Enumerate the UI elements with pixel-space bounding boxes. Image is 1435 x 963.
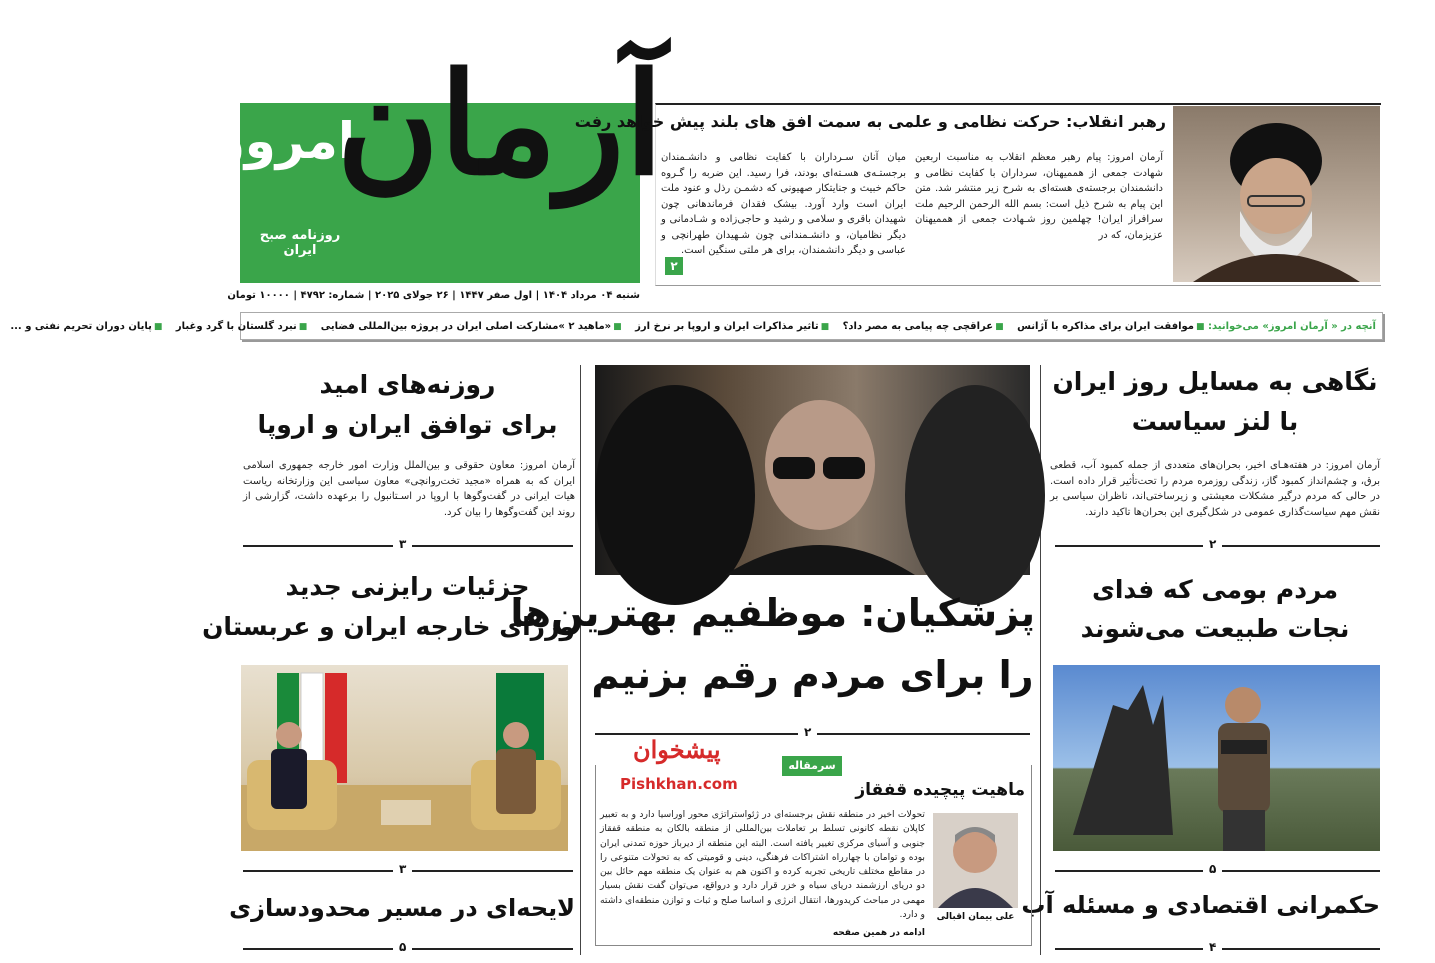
right-story3-page: ۴ (1203, 940, 1222, 954)
left-story3-page: ۵ (393, 940, 412, 954)
right-story1-body: آرمان امروز: در هفته‌هـای اخیر، بحران‌های متعددی از جمله کمبود آب، قطعی برق، و چشم‌انداز کمبود گاز، زندگی روزمره مردم را تحت‌تأثیر قرار داده است. در حالی که مردم درگیر مشکلات معیشتی و زیرساختی‌اند، ناظران سیاسی بر نقش مهم سیاست‌گذاری عمومی در شکل‌گیری این بحران‌ها تاکید دارند. (1050, 460, 1380, 518)
editorial-body: تحولات اخیر در منطقه نقش برجسته‌ای در ژئواستراتژی محور اوراسیا دارد و به تعبیر کاپلان نقطه کانونی تسلط بر تعاملات بین‌المللی از منطقه بالکان به منطقه قفقاز جنوبی و آسیای مرکزی تغییر یافته است. البته این منطقه از دیرباز حوزه تمدنی ایران بوده و توامان با چهارراه اشتراکات فرهنگی، دینی و قومیتی که به تحولات متنوعی را در مقاطع مختلف تاریخی تجربه کرده و اکنون هم به عنوان یک منطقه مهم حائل بین دو دریای ارزشمند دریای سیاه و خزر قرار دارد و درواقع، می‌توان گفت نقش بسیار مهمی در مباحث کریدورها، انتقال انرژی و اساسا صلح و ثبات و توازن منطقه‌ای داشته و دارد. (600, 809, 925, 920)
masthead-subtitle: امروز (215, 112, 355, 170)
bonfire-person-icon (1053, 665, 1380, 851)
right-story1-page: ۲ (1203, 537, 1222, 551)
left-story2-photo (241, 665, 568, 851)
president-portrait-icon (595, 365, 1030, 575)
left-story3-headline: لایحه‌ای در مسیر محدودسازی (229, 894, 575, 922)
right-story3-headline: حکمرانی اقتصادی و مسئله آب (1021, 891, 1380, 919)
top-story-col-right: آرمان امروز: پیام رهبر معظم انقلاب به مناسبت اربعین شهادت جمعی از هممیهنان، سرداران با کفایت نظامی و دانشمندان برجسته‌ی هسته‌ای به شرح زیر منتشر شد. متن این پیام به شرح ذیل است: بسم الله الرحمن الرحیم ملت سرافراز ایران! چهلمین روز شـهادت جمعی از هممیهنان عزیزمان، که در (915, 152, 1163, 241)
left-story2-headline-line2: وزرای خارجه ایران و عربستان (202, 612, 575, 641)
author-name: علی بیمان اقبالی (936, 912, 1015, 922)
top-story-col-left: میان آنان سـرداران با کفایت نظامی و دانشـمندان برجستـه‌ی هسـته‌ای بودند، فرا رسید. این ضربه را گـروه حاکم خبیث و جنایتکار صهیونی که دشمـن رذل و عنود ملت ایران است وارد آورد. بیشک فقدان فرماندهانی چون شهیدان باقری و سلامی و رشید و حاجی‌زاده و شـادمانی و دیگر نظامیان، و دانشـمندانی چون شـهیدان طهرانچی و عباسی و دیگر دانشمندان، برای هر ملتی سنگین است. (661, 152, 906, 256)
right-story2-page: ۵ (1203, 862, 1222, 876)
right-story1-headline-line1: نگاهی به مسایل روز ایران (1052, 367, 1378, 396)
left-story2-page: ۳ (393, 862, 412, 876)
right-story2-headline-line2: نجات طبیعت می‌شوند (1080, 614, 1350, 643)
left-story1-headline-line1: روزنه‌های امید (319, 370, 496, 399)
ticker-item[interactable]: ■ موافقت ایران برای مذاکره با آژانس (1017, 321, 1204, 332)
ticker-item[interactable]: ■ «ماهید ۲ »مشارکت اصلی ایران در پروژه بین‌المللی فضایی (321, 321, 622, 332)
editorial-tag: سرمقاله (782, 756, 842, 776)
masthead-date-line: شنبه ۰۴ مرداد ۱۴۰۴ | اول صفر ۱۴۴۷ | ۲۶ جولای ۲۰۲۵ | شماره: ۴۷۹۲ | ۱۰۰۰۰ تومان (227, 290, 640, 301)
main-headline-line1: پزشکیان: موظفیم بهترین‌ها (510, 591, 1035, 635)
left-story1-page: ۳ (393, 537, 412, 551)
column-divider-left (580, 365, 581, 955)
editorial-continued: ادامه در همین صفحه (832, 928, 925, 938)
ticker-item[interactable]: ■ عراقچی چه پیامی به مصر داد؟ (843, 321, 1004, 332)
top-story-headline: رهبر انقلاب: حرکت نظامی و علمی به سمت افق های بلند پیش خواهد رفت (574, 112, 1166, 131)
left-story1-body: آرمان امروز: معاون حقوقی و بین‌الملل وزارت امور خارجه جمهوری اسلامی ایران که به همراه «مجید تخت‌روانچی» معاون سیاسی این وزارتخانه ریاست هیات ایرانی در گفت‌وگوها با اروپا در اسـتانبول را برعهده داشت، گزارشی از روند این گفت‌وگوها را بیان کرد. (243, 460, 575, 518)
ticker-item[interactable]: ■ نبرد گلستان با گرد وغبار (176, 321, 307, 332)
right-story1-headline-line2: با لنز سیاست (1131, 407, 1299, 436)
right-story2-photo (1053, 665, 1380, 851)
watermark-fa: پیشخوان (633, 735, 721, 764)
watermark-en: Pishkhan.com (620, 775, 738, 793)
masthead-tagline: روزنامه صبح ایران (259, 228, 341, 258)
top-story-page-badge: ۲ (665, 257, 683, 275)
ticker-item[interactable]: ■ تاثیر مذاکرات ایران و اروپا بر نرخ ارز (635, 321, 829, 332)
main-story-page: ۲ (798, 725, 817, 739)
main-story-photo (595, 365, 1030, 575)
left-story1-headline-line2: برای توافق ایران و اروپا (257, 410, 558, 439)
right-story2-headline-line1: مردم بومی که فدای (1091, 575, 1339, 604)
ticker-item[interactable]: ■ پایان دوران تحریم نفتی و ... (10, 321, 162, 332)
leader-photo (1173, 106, 1380, 282)
ticker-lead: آنچه در « آرمان امروز» می‌خوانید: (1208, 321, 1376, 332)
main-headline-line2: را برای مردم رقم بزنیم (591, 653, 1034, 697)
author-photo (933, 813, 1018, 908)
author-portrait-icon (933, 813, 1018, 908)
masthead-title: آرمان (336, 43, 664, 207)
left-story2-headline-line1: جزئیات رایزنی جدید (285, 572, 530, 601)
ministers-meeting-icon (241, 665, 568, 851)
ticker-bar (10, 312, 1383, 340)
editorial-headline: ماهیت پیچیده قفقاز (855, 780, 1025, 800)
column-divider-right (1040, 365, 1041, 955)
leader-portrait-icon (1173, 106, 1380, 282)
